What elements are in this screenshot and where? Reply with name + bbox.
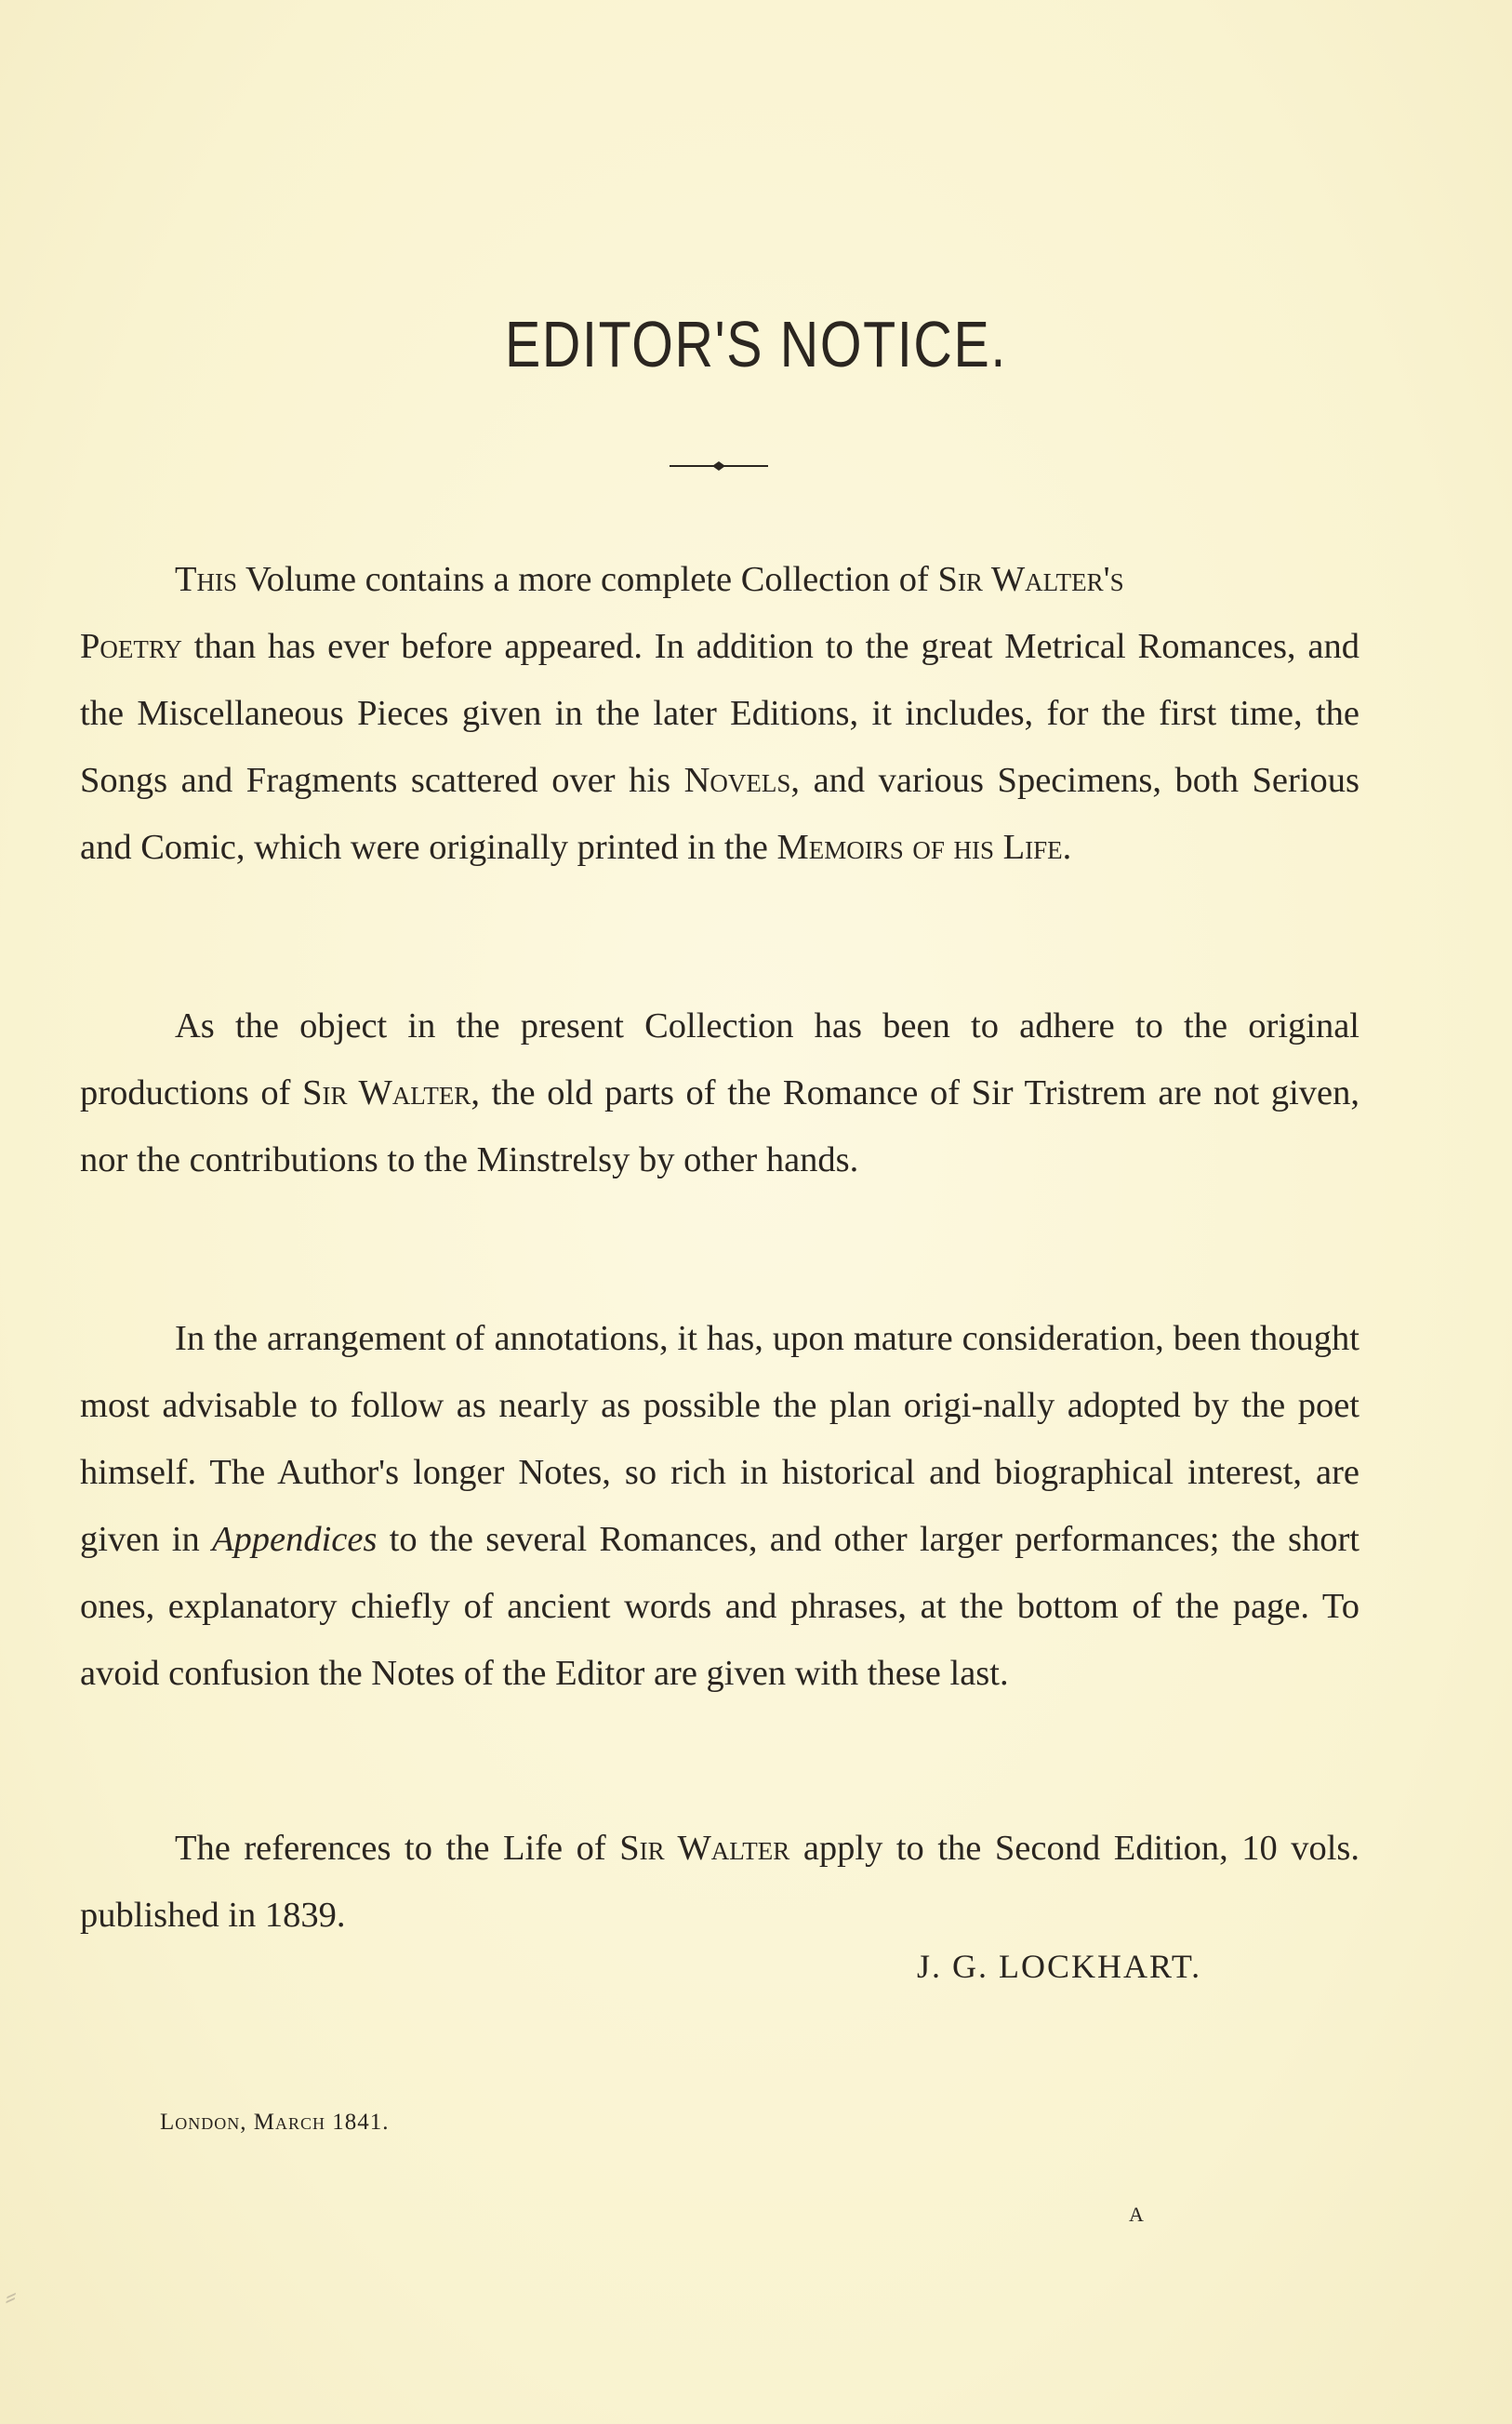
p1-text-2: than has ever before appeared. In addition to the great Metrical Romances, and the Miscellaneous Pieces given in the later Editions, it includes, for the first time, the Songs and Fragments scattered over his bbox=[80, 627, 1359, 800]
p4-text-2: apply to the Second Edition, 10 vols. published in 1839. bbox=[80, 1829, 1360, 1935]
dateline: London, March 1841. bbox=[160, 2110, 390, 2135]
p1-text-4: . bbox=[1062, 828, 1072, 867]
p1-name: Sir Walter's bbox=[937, 560, 1124, 599]
p3-text-2: to the several Romances, and other larger performances; the short ones, explanatory chiefly of ancient words and phrases, at the bottom of the page. To avoid confusion the Notes of the Editor are given with these last. bbox=[80, 1520, 1360, 1693]
p4-name: Sir Walter bbox=[619, 1829, 790, 1868]
p2-text-1: As the object in the present Collection has been to adhere to the original productions of bbox=[80, 1006, 1359, 1112]
p2-text-2: , the old parts of the Romance of Sir Tristrem are not given, nor the contributions to the Minstrelsy by other hands. bbox=[80, 1073, 1359, 1179]
p4-text-1: The references to the Life of bbox=[175, 1829, 620, 1868]
p3-appendices: Appendices bbox=[212, 1520, 378, 1559]
ornament-divider-icon bbox=[668, 452, 770, 480]
editor-signature: J. G. LOCKHART. bbox=[917, 1948, 1202, 1985]
margin-mark-icon: ⸗ bbox=[6, 2279, 17, 2313]
paragraph-1 bbox=[80, 546, 1359, 881]
p1-text-1: Volume contains a more complete Collection of bbox=[237, 560, 938, 599]
p3-text-1: In the arrangement of annotations, it has, upon mature consideration, been thought most advisable to follow as nearly as possible the plan origi-nally adopted by the poet himself. The Author's longer Notes, so rich in historical and biographical interest, are given in bbox=[80, 1319, 1359, 1559]
page-title: EDITOR'S NOTICE. bbox=[504, 308, 1008, 380]
p1-text-3: , and various Specimens, both Serious and Comic, which were originally printed in the bbox=[80, 761, 1359, 867]
p2-name: Sir Walter bbox=[302, 1073, 471, 1112]
paragraph-3 bbox=[80, 1305, 1359, 1707]
paragraph-2 bbox=[80, 992, 1359, 1193]
paragraph-4 bbox=[80, 1815, 1359, 1949]
signature-mark: A bbox=[1129, 2203, 1144, 2226]
p1-lead: This bbox=[175, 560, 238, 599]
p1-novels: Novels bbox=[683, 761, 791, 800]
p1-memoirs: Memoirs of his Life bbox=[776, 828, 1063, 867]
p1-poetry: Poetry bbox=[80, 627, 182, 666]
